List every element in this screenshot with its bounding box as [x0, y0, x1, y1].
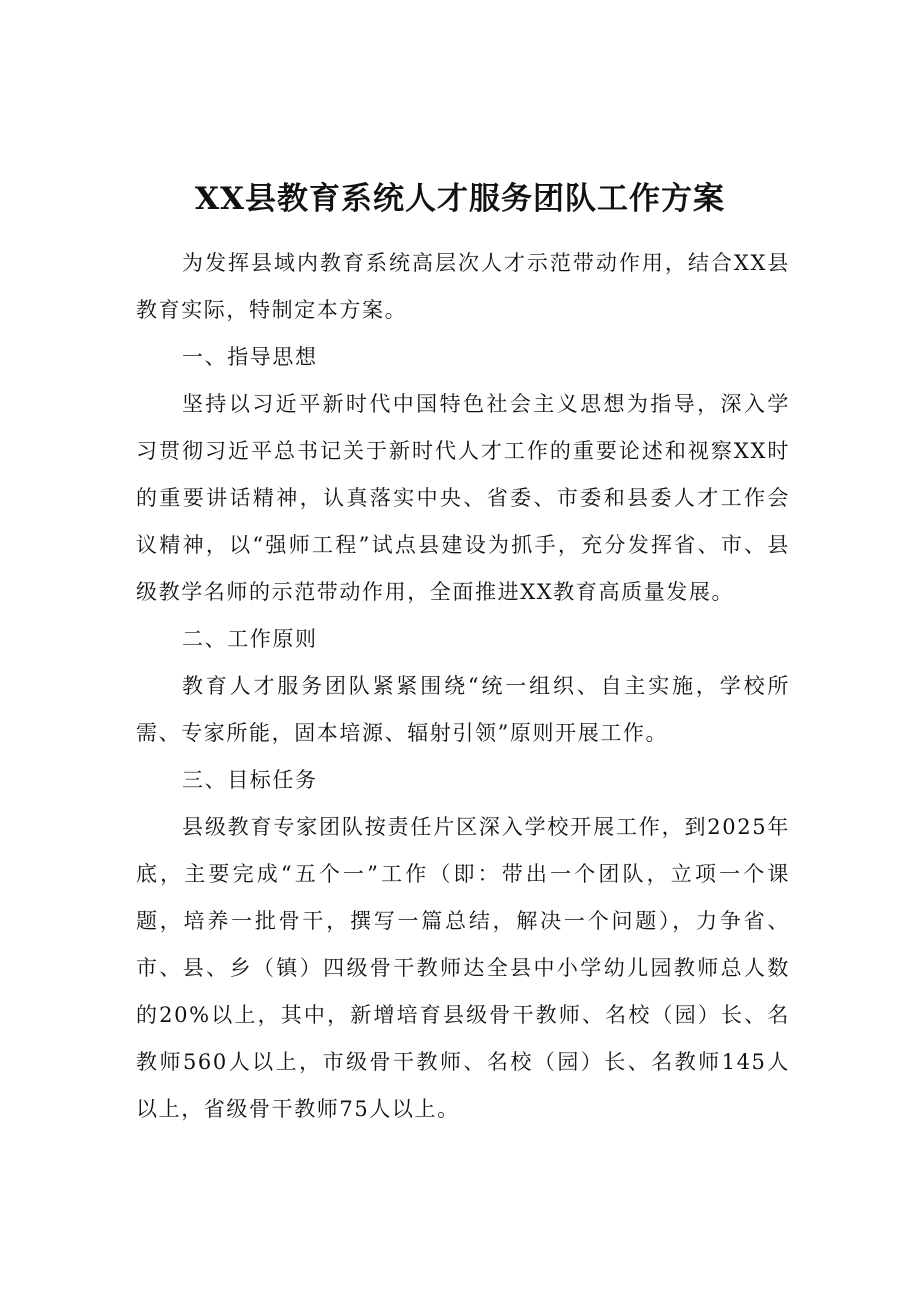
- intro-paragraph: 为发挥县域内教育系统高层次人才示范带动作用，结合XX县教育实际，特制定本方案。: [136, 251, 790, 322]
- document-body: [136, 240, 790, 1133]
- section-heading-work-principles: 二、工作原则: [182, 627, 318, 651]
- section-paragraph-guiding-ideology: 坚持以习近平新时代中国特色社会主义思想为指导，深入学习贯彻习近平总书记关于新时代人才工作的重要论述和视察XX时的重要讲话精神，认真落实中央、省委、市委和县委人才工作会议精神，以“强师工程”试点县建设为抓手，充分发挥省、市、县级教学名师的示范带动作用，全面推进XX教育高质量发展。: [136, 392, 790, 604]
- section-paragraph-work-principles: 教育人才服务团队紧紧围绕“统一组织、自主实施，学校所需、专家所能，固本培源、辐射引领”原则开展工作。: [136, 674, 790, 745]
- section-heading-goals-tasks: 三、目标任务: [182, 768, 318, 792]
- document-title: XX县教育系统人才服务团队工作方案: [194, 181, 726, 217]
- section-heading-guiding-ideology: 一、指导思想: [182, 345, 318, 369]
- section-paragraph-goals-tasks: 县级教育专家团队按责任片区深入学校开展工作，到2025年底，主要完成“五个一”工作（即：带出一个团队，立项一个课题，培养一批骨干，撰写一篇总结，解决一个问题），力争省、市、县、乡（镇）四级骨干教师达全县中小学幼儿园教师总人数的20%以上，其中，新增培育县级骨干教师、名校（园）长、名教师560人以上，市级骨干教师、名校（园）长、名教师145人以上，省级骨干教师75人以上。: [136, 815, 790, 1121]
